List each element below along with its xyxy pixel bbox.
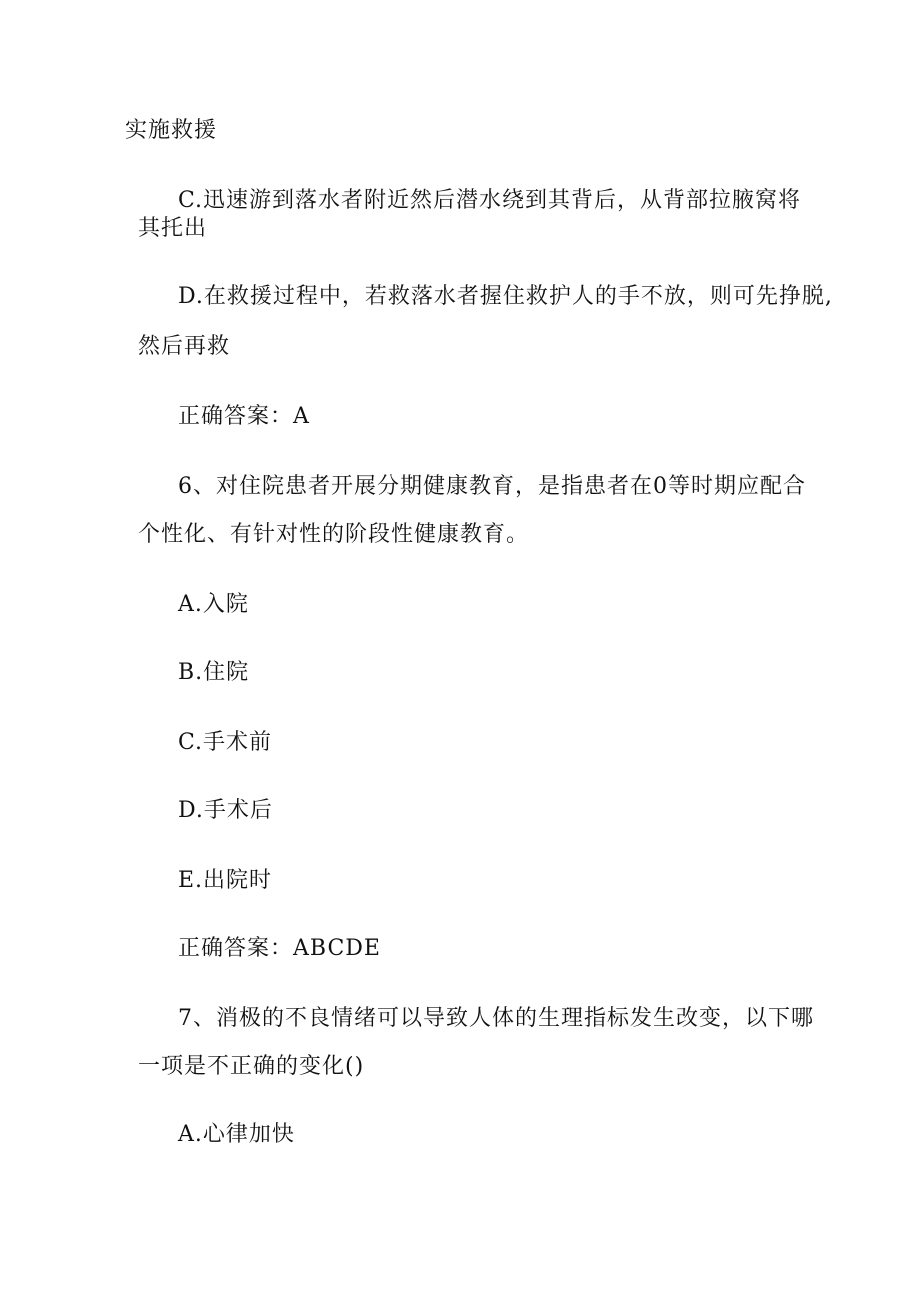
q7-stem-line1: 7、消极的不良情绪可以导致人体的生理指标发生改变，以下哪 [178, 1006, 814, 1031]
q5-option-b-continuation: 实施救援 [125, 118, 218, 143]
q6-stem-line1: 6、对住院患者开展分期健康教育，是指患者在0等时期应配合 [178, 474, 806, 499]
q6-option-c: C.手术前 [178, 730, 273, 755]
q6-option-b: B.住院 [178, 660, 250, 685]
q5-answer: 正确答案：A [178, 404, 310, 429]
q6-answer: 正确答案：ABCDE [178, 936, 381, 961]
q6-stem-line2: 个性化、有针对性的阶段性健康教育。 [138, 522, 530, 547]
q5-option-c-line1: C.迅速游到落水者附近然后潜水绕到其背后，从背部拉腋窝将 [178, 188, 802, 213]
q7-option-a: A.心律加快 [178, 1122, 295, 1147]
q5-option-d-line1: D.在救援过程中，若救落水者握住救护人的手不放，则可先挣脱, [178, 284, 833, 309]
q5-option-d-line2: 然后再救 [138, 334, 231, 359]
q7-stem-line2: 一项是不正确的变化() [138, 1054, 365, 1079]
q5-option-c-line2: 其托出 [138, 216, 208, 241]
q6-option-a: A.入院 [178, 592, 249, 617]
q6-option-d: D.手术后 [178, 798, 273, 823]
q6-option-e: E.出院时 [178, 868, 273, 893]
